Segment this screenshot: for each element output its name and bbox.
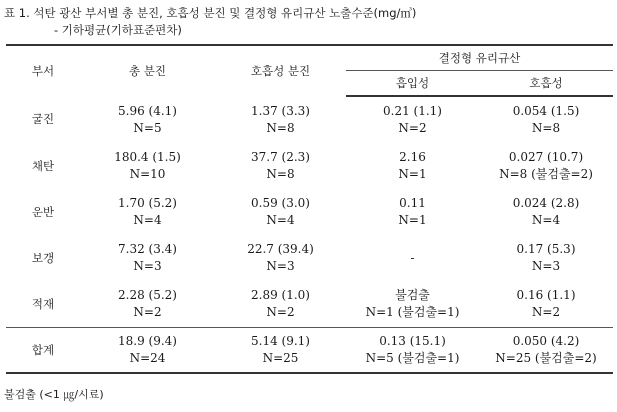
- cell-value: 22.7 (39.4): [247, 242, 314, 256]
- cell-count: N=10: [129, 167, 166, 181]
- cell-silica-respirable: [479, 328, 613, 374]
- cell-count: N=8 (불검출=2): [499, 167, 593, 181]
- cell-silica-respirable: [479, 96, 613, 143]
- row-label: 채탄: [31, 158, 55, 173]
- cell-value: 0.024 (2.8): [512, 196, 580, 210]
- cell-value: -: [410, 250, 415, 265]
- table-caption: [4, 5, 614, 39]
- cell-count: N=4: [133, 213, 162, 227]
- row-label: 운반: [31, 204, 55, 219]
- cell-value: 5.96 (4.1): [118, 103, 177, 118]
- table-row: [6, 96, 613, 143]
- cell-silica-respirable: [479, 143, 613, 189]
- header-respirable-dust: 호흡성 분진: [215, 45, 346, 96]
- cell-total-dust: [80, 328, 215, 374]
- cell-silica-inhalable: [346, 235, 479, 281]
- cell-value: 0.11: [399, 196, 426, 210]
- cell-silica-respirable: [479, 235, 613, 281]
- table-row-total: [6, 328, 613, 374]
- header-silica-respirable: 호흡성: [479, 71, 613, 97]
- header-silica-inhalable: 흡입성: [346, 71, 479, 97]
- cell-silica-inhalable: [346, 281, 479, 328]
- exposure-table: [6, 44, 613, 374]
- cell-count: N=1: [398, 167, 427, 181]
- row-label: 적재: [31, 296, 55, 311]
- cell-value: 1.70 (5.2): [118, 196, 177, 210]
- cell-count: N=8: [266, 167, 295, 181]
- cell-value: 0.16 (1.1): [516, 288, 576, 302]
- header-total-dust: 총 분진: [80, 45, 215, 96]
- cell-count: N=4: [266, 213, 295, 227]
- cell-count: N=3: [266, 259, 295, 273]
- cell-respirable-dust: [215, 96, 346, 143]
- cell-count: N=2: [398, 121, 427, 135]
- cell-respirable-dust: [215, 281, 346, 328]
- cell-count: N=1 (불검출=1): [365, 305, 460, 319]
- cell-value: 0.027 (10.7): [508, 150, 584, 164]
- cell-value: 0.17 (5.3): [516, 242, 576, 256]
- cell-value: 5.14 (9.1): [251, 334, 310, 348]
- cell-count: N=3: [133, 259, 162, 273]
- cell-count: N=24: [129, 351, 166, 365]
- table-row: [6, 235, 613, 281]
- cell-total-dust: [80, 143, 215, 189]
- table-footnote: 불검출 (<1 ㎍/시료): [4, 388, 104, 401]
- row-label: 보갱: [31, 250, 55, 265]
- cell-value: 0.13 (15.1): [379, 334, 446, 348]
- cell-silica-inhalable: [346, 328, 479, 374]
- cell-count: N=3: [531, 259, 561, 273]
- cell-respirable-dust: [215, 189, 346, 235]
- cell-silica-inhalable: [346, 189, 479, 235]
- cell-silica-respirable: [479, 281, 613, 328]
- cell-total-dust: [80, 189, 215, 235]
- cell-respirable-dust: [215, 328, 346, 374]
- cell-count: N=8: [531, 121, 561, 135]
- row-label: 굴진: [31, 112, 55, 126]
- cell-count: N=8: [266, 120, 295, 135]
- caption-subtitle: - 기하평균(기하표준편차): [54, 23, 182, 37]
- cell-value: 0.050 (4.2): [512, 334, 580, 348]
- cell-respirable-dust: [215, 235, 346, 281]
- cell-count: N=25 (불검출=2): [495, 351, 597, 365]
- cell-value: 0.21 (1.1): [383, 104, 442, 118]
- cell-value: 2.28 (5.2): [118, 288, 177, 302]
- cell-count: N=2: [531, 305, 561, 319]
- table-row: [6, 189, 613, 235]
- table-row: [6, 281, 613, 328]
- cell-respirable-dust: [215, 143, 346, 189]
- cell-total-dust: [80, 235, 215, 281]
- header-department: 부서: [6, 45, 80, 96]
- cell-total-dust: [80, 281, 215, 328]
- cell-value: 2.16: [399, 150, 426, 164]
- cell-count: N=25: [262, 351, 299, 365]
- cell-value: 0.59 (3.0): [251, 196, 310, 210]
- cell-count: N=2: [133, 305, 162, 319]
- cell-count: N=4: [531, 213, 561, 227]
- cell-silica-inhalable: [346, 143, 479, 189]
- cell-value: 180.4 (1.5): [114, 150, 181, 164]
- cell-total-dust: [80, 96, 215, 143]
- table-row: [6, 143, 613, 189]
- row-label: 합계: [6, 328, 80, 374]
- cell-value: 37.7 (2.3): [251, 150, 310, 164]
- cell-silica-inhalable: [346, 96, 479, 143]
- cell-value: 불검출: [395, 288, 430, 302]
- cell-value: 18.9 (9.4): [118, 334, 177, 348]
- cell-value: 7.32 (3.4): [118, 242, 177, 256]
- header-silica-group: 결정형 유리규산: [346, 45, 613, 71]
- cell-count: N=1: [398, 213, 427, 227]
- cell-count: N=5 (불검출=1): [365, 351, 460, 365]
- cell-count: N=2: [266, 305, 295, 319]
- cell-count: N=5: [133, 120, 162, 135]
- cell-silica-respirable: [479, 189, 613, 235]
- cell-value: 2.89 (1.0): [251, 288, 310, 302]
- caption-title: 표 1. 석탄 광산 부서별 총 분진, 호흡성 분진 및 결정형 유리규산 노출수준(mg/㎥): [4, 6, 417, 20]
- cell-value: 0.054 (1.5): [512, 104, 580, 118]
- cell-value: 1.37 (3.3): [251, 103, 310, 118]
